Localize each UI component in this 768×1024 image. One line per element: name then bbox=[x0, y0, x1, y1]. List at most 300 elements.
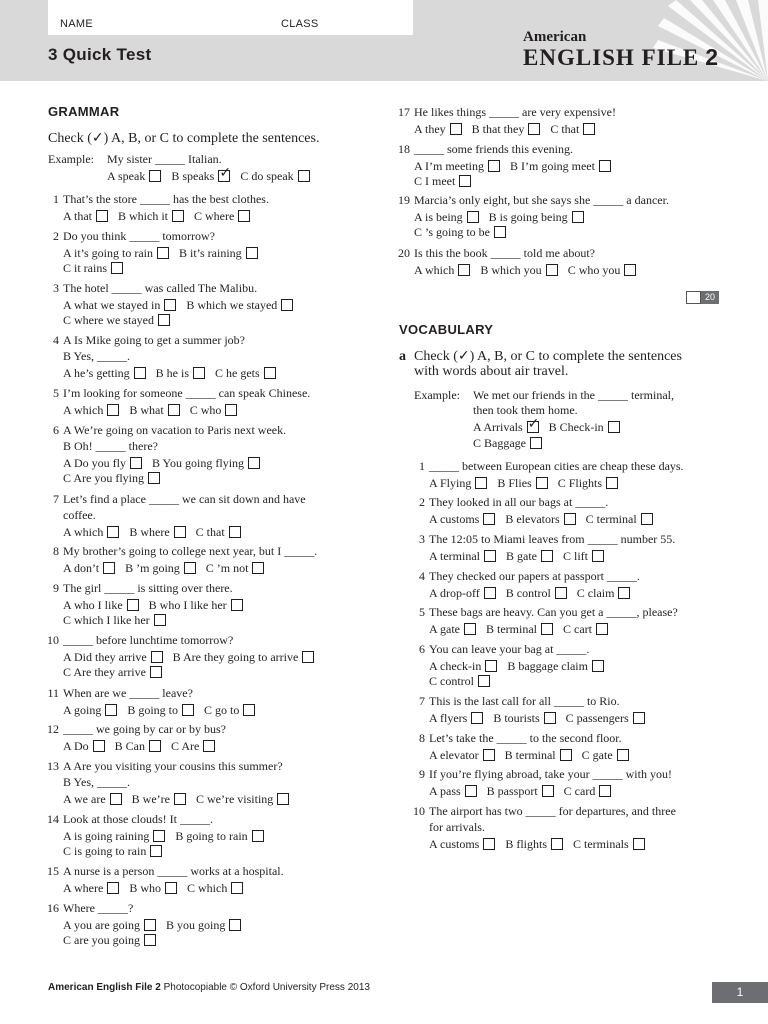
option-text: A he’s getting bbox=[63, 366, 130, 380]
option-text: A customs bbox=[429, 512, 480, 526]
vocab-example-options-2 bbox=[473, 435, 552, 451]
answer-option bbox=[549, 419, 620, 435]
option-text: B gate bbox=[506, 549, 537, 563]
answer-checkbox[interactable] bbox=[264, 367, 276, 379]
answer-checkbox[interactable] bbox=[560, 749, 572, 761]
question-number: 2 bbox=[53, 229, 59, 243]
question-number: 17 bbox=[398, 105, 410, 119]
option-text: A they bbox=[414, 122, 446, 136]
answer-checkbox[interactable] bbox=[105, 704, 117, 716]
options-row bbox=[63, 738, 225, 754]
example-text: My sister _____ Italian. bbox=[107, 152, 222, 166]
question-number: 5 bbox=[53, 386, 59, 400]
option-text: A pass bbox=[429, 784, 461, 798]
options-row bbox=[63, 208, 260, 224]
option-text: A which bbox=[414, 263, 455, 277]
question-text: Let’s find a place _____ we can sit down and have bbox=[63, 492, 306, 506]
answer-option bbox=[149, 597, 243, 613]
answer-checkbox[interactable] bbox=[606, 477, 618, 489]
question-text: Let’s take the _____ to the second floor. bbox=[429, 731, 622, 745]
options-row bbox=[63, 880, 253, 896]
answer-checkbox[interactable] bbox=[184, 562, 196, 574]
answer-checkbox[interactable] bbox=[229, 526, 241, 538]
answer-option bbox=[414, 121, 462, 137]
answer-checkbox[interactable] bbox=[483, 513, 495, 525]
option-text: C is going to rain bbox=[63, 844, 147, 858]
options-row bbox=[63, 524, 251, 540]
question-text: If you’re flying abroad, take your _____ with you! bbox=[429, 767, 672, 781]
question-number: 15 bbox=[47, 864, 59, 878]
answer-checkbox[interactable] bbox=[144, 934, 156, 946]
option-text: B he is bbox=[155, 366, 190, 380]
answer-checkbox[interactable] bbox=[488, 160, 500, 172]
option-text: B going to rain bbox=[175, 829, 248, 843]
answer-checkbox[interactable] bbox=[608, 421, 620, 433]
answer-checkbox[interactable] bbox=[149, 170, 161, 182]
answer-checkbox[interactable] bbox=[624, 264, 636, 276]
answer-option bbox=[486, 621, 553, 637]
options-row bbox=[63, 470, 170, 486]
answer-checkbox[interactable] bbox=[158, 314, 170, 326]
answer-checkbox[interactable] bbox=[599, 785, 611, 797]
options-row bbox=[429, 511, 663, 527]
answer-option bbox=[558, 475, 618, 491]
answer-checkbox[interactable] bbox=[153, 830, 165, 842]
answer-checkbox[interactable] bbox=[281, 299, 293, 311]
answer-checkbox[interactable] bbox=[633, 712, 645, 724]
option-text: B speaks bbox=[171, 169, 215, 183]
answer-option bbox=[473, 419, 539, 435]
answer-option bbox=[429, 747, 495, 763]
answer-checkbox[interactable] bbox=[641, 513, 653, 525]
answer-option bbox=[129, 402, 179, 418]
answer-checkbox[interactable] bbox=[485, 660, 497, 672]
answer-checkbox[interactable] bbox=[193, 367, 205, 379]
option-text: C terminals bbox=[573, 837, 629, 851]
answer-checkbox[interactable] bbox=[127, 599, 139, 611]
answer-checkbox[interactable] bbox=[599, 160, 611, 172]
question-number: 6 bbox=[53, 423, 59, 437]
answer-option bbox=[63, 245, 169, 261]
answer-option bbox=[215, 365, 276, 381]
answer-checkbox[interactable] bbox=[464, 623, 476, 635]
option-text: A don’t bbox=[63, 561, 100, 575]
grammar-title: GRAMMAR bbox=[48, 104, 120, 119]
answer-checkbox[interactable] bbox=[111, 262, 123, 274]
answer-checkbox[interactable] bbox=[110, 793, 122, 805]
options-row bbox=[63, 260, 133, 276]
answer-checkbox[interactable] bbox=[134, 367, 146, 379]
answer-option bbox=[173, 649, 315, 665]
options-row bbox=[414, 224, 516, 240]
answer-checkbox[interactable] bbox=[564, 513, 576, 525]
question-text: Do you think _____ tomorrow? bbox=[63, 229, 215, 243]
answer-checkbox[interactable] bbox=[130, 457, 142, 469]
vocab-example-options bbox=[473, 419, 630, 435]
question-text: Where _____? bbox=[63, 901, 134, 915]
answer-checkbox[interactable] bbox=[225, 404, 237, 416]
options-row bbox=[429, 585, 640, 601]
answer-option bbox=[429, 658, 497, 674]
answer-checkbox[interactable] bbox=[633, 838, 645, 850]
answer-option bbox=[196, 791, 289, 807]
question-text: B Oh! _____ there? bbox=[63, 439, 158, 453]
answer-checkbox[interactable] bbox=[484, 587, 496, 599]
options-row bbox=[429, 621, 618, 637]
answer-checkbox[interactable] bbox=[555, 587, 567, 599]
answer-option bbox=[63, 455, 142, 471]
option-text: A customs bbox=[429, 837, 480, 851]
answer-checkbox[interactable] bbox=[592, 660, 604, 672]
option-text: B baggage claim bbox=[507, 659, 588, 673]
question-text: for arrivals. bbox=[429, 820, 485, 834]
name-class-box bbox=[48, 0, 413, 35]
answer-option bbox=[194, 208, 250, 224]
answer-option bbox=[577, 585, 631, 601]
options-row bbox=[63, 843, 172, 859]
answer-checkbox[interactable] bbox=[151, 651, 163, 663]
answer-option bbox=[171, 168, 230, 184]
answer-checkbox[interactable] bbox=[592, 550, 604, 562]
answer-checkbox[interactable] bbox=[478, 675, 490, 687]
answer-checkbox[interactable] bbox=[229, 919, 241, 931]
answer-option bbox=[240, 168, 309, 184]
question-text: That’s the store _____ has the best clothes. bbox=[63, 192, 269, 206]
option-text: B we’re bbox=[131, 792, 170, 806]
answer-checkbox[interactable] bbox=[618, 587, 630, 599]
option-text: A flyers bbox=[429, 711, 468, 725]
answer-checkbox[interactable] bbox=[583, 123, 595, 135]
answer-checkbox[interactable] bbox=[542, 785, 554, 797]
option-text: C passengers bbox=[565, 711, 629, 725]
question-number: 7 bbox=[419, 694, 425, 708]
question-number: 16 bbox=[47, 901, 59, 915]
vocab-example bbox=[414, 387, 744, 451]
answer-checkbox[interactable] bbox=[238, 210, 250, 222]
options-row bbox=[429, 783, 621, 799]
answer-checkbox[interactable] bbox=[536, 477, 548, 489]
answer-option bbox=[473, 435, 542, 451]
option-text: C he gets bbox=[215, 366, 260, 380]
answer-option bbox=[63, 612, 166, 628]
question-text: _____ before lunchtime tomorrow? bbox=[63, 633, 234, 647]
option-text: A which bbox=[63, 403, 104, 417]
options-row bbox=[429, 836, 655, 852]
question-number: 19 bbox=[398, 193, 410, 207]
answer-checkbox[interactable] bbox=[168, 404, 180, 416]
answer-checkbox[interactable] bbox=[459, 175, 471, 187]
option-text: B it’s raining bbox=[179, 246, 242, 260]
option-text: A we are bbox=[63, 792, 106, 806]
option-text: C go to bbox=[204, 703, 240, 717]
answer-checkbox[interactable] bbox=[484, 550, 496, 562]
answer-checkbox[interactable] bbox=[107, 404, 119, 416]
option-text: C terminal bbox=[585, 512, 637, 526]
option-text: C gate bbox=[581, 748, 613, 762]
answer-checkbox[interactable] bbox=[248, 457, 260, 469]
question-text: He likes things _____ are very expensive! bbox=[414, 105, 616, 119]
test-title: 3 Quick Test bbox=[48, 45, 152, 64]
answer-checkbox[interactable] bbox=[148, 472, 160, 484]
option-text: B Check-in bbox=[548, 420, 604, 434]
answer-checkbox[interactable] bbox=[164, 299, 176, 311]
answer-checkbox[interactable] bbox=[154, 614, 166, 626]
option-text: B control bbox=[505, 586, 551, 600]
option-text: B who bbox=[129, 881, 161, 895]
option-text: C who you bbox=[567, 263, 621, 277]
option-text: C where we stayed bbox=[63, 313, 154, 327]
answer-option bbox=[568, 262, 637, 278]
option-text: A speak bbox=[107, 169, 146, 183]
answer-checkbox[interactable] bbox=[231, 599, 243, 611]
brand-line1: American bbox=[523, 29, 587, 45]
question-number: 4 bbox=[419, 569, 425, 583]
question-number: 3 bbox=[53, 281, 59, 295]
option-text: A gate bbox=[429, 622, 460, 636]
question-number: 6 bbox=[419, 642, 425, 656]
answer-option bbox=[63, 664, 162, 680]
option-text: A drop-off bbox=[429, 586, 480, 600]
answer-checkbox[interactable] bbox=[527, 421, 539, 433]
answer-checkbox[interactable] bbox=[182, 704, 194, 716]
answer-option bbox=[166, 917, 241, 933]
vocabulary-title: VOCABULARY bbox=[399, 322, 494, 337]
option-text: A Flying bbox=[429, 476, 472, 490]
answer-option bbox=[63, 843, 162, 859]
answer-option bbox=[179, 245, 258, 261]
option-text: C Are you flying bbox=[63, 471, 144, 485]
answer-option bbox=[129, 880, 177, 896]
answer-checkbox[interactable] bbox=[243, 704, 255, 716]
part-label: a bbox=[399, 349, 406, 364]
grammar-score-box bbox=[686, 291, 718, 304]
question-text: Look at those clouds! It _____. bbox=[63, 812, 213, 826]
answer-checkbox[interactable] bbox=[144, 919, 156, 931]
answer-option bbox=[129, 524, 185, 540]
option-text: B what bbox=[129, 403, 164, 417]
answer-checkbox[interactable] bbox=[528, 123, 540, 135]
option-text: C who bbox=[189, 403, 222, 417]
answer-option bbox=[118, 208, 184, 224]
option-text: B You going flying bbox=[152, 456, 245, 470]
option-text: C lift bbox=[563, 549, 589, 563]
answer-option bbox=[563, 548, 604, 564]
option-text: C cart bbox=[563, 622, 592, 636]
answer-checkbox[interactable] bbox=[475, 477, 487, 489]
answer-option bbox=[550, 121, 595, 137]
answer-checkbox[interactable] bbox=[450, 123, 462, 135]
answer-option bbox=[204, 702, 255, 718]
question-number: 18 bbox=[398, 142, 410, 156]
option-text: B passport bbox=[486, 784, 538, 798]
answer-option bbox=[107, 168, 161, 184]
option-text: C control bbox=[429, 674, 474, 688]
answer-checkbox[interactable] bbox=[150, 666, 162, 678]
answer-checkbox[interactable] bbox=[551, 838, 563, 850]
options-row bbox=[63, 649, 324, 665]
answer-checkbox[interactable] bbox=[172, 210, 184, 222]
answer-option bbox=[63, 297, 176, 313]
options-row bbox=[63, 365, 286, 381]
options-row bbox=[63, 312, 180, 328]
question-text: You can leave your bag at _____. bbox=[429, 642, 590, 656]
answer-checkbox[interactable] bbox=[541, 550, 553, 562]
options-row bbox=[63, 664, 172, 680]
question-number: 5 bbox=[419, 605, 425, 619]
vocab-example-label: Example: bbox=[414, 388, 460, 402]
answer-option bbox=[132, 791, 186, 807]
answer-checkbox[interactable] bbox=[252, 562, 264, 574]
options-row bbox=[63, 828, 274, 844]
answer-checkbox[interactable] bbox=[96, 210, 108, 222]
options-row bbox=[63, 402, 247, 418]
question-text: _____ some friends this evening. bbox=[414, 142, 573, 156]
answer-option bbox=[429, 673, 490, 689]
options-row bbox=[429, 710, 655, 726]
answer-option bbox=[487, 783, 554, 799]
answer-checkbox[interactable] bbox=[149, 740, 161, 752]
option-text: A that bbox=[63, 209, 92, 223]
answer-checkbox[interactable] bbox=[494, 226, 506, 238]
question-text: A nurse is a person _____ works at a hospital. bbox=[63, 864, 284, 878]
answer-checkbox[interactable] bbox=[246, 247, 258, 259]
question-text: They looked in all our bags at _____. bbox=[429, 495, 609, 509]
option-text: B Can bbox=[114, 739, 146, 753]
answer-option bbox=[414, 209, 479, 225]
options-row bbox=[63, 702, 265, 718]
answer-option bbox=[510, 158, 611, 174]
option-text: C ’m not bbox=[205, 561, 249, 575]
options-row bbox=[414, 262, 646, 278]
answer-checkbox[interactable] bbox=[530, 437, 542, 449]
answer-option bbox=[190, 402, 238, 418]
question-text: My brother’s going to college next year, but I _____. bbox=[63, 544, 318, 558]
answer-checkbox[interactable] bbox=[572, 211, 584, 223]
answer-option bbox=[429, 783, 477, 799]
answer-checkbox[interactable] bbox=[103, 562, 115, 574]
option-text: C Are bbox=[171, 739, 200, 753]
question-text: _____ we going by car or by bus? bbox=[63, 722, 226, 736]
answer-option bbox=[414, 262, 470, 278]
option-text: B Flies bbox=[497, 476, 532, 490]
answer-checkbox[interactable] bbox=[93, 740, 105, 752]
answer-checkbox[interactable] bbox=[546, 264, 558, 276]
option-text: B ’m going bbox=[125, 561, 180, 575]
option-text: C we’re visiting bbox=[195, 792, 274, 806]
answer-checkbox[interactable] bbox=[483, 838, 495, 850]
answer-option bbox=[63, 597, 139, 613]
answer-option bbox=[505, 511, 575, 527]
answer-checkbox[interactable] bbox=[471, 712, 483, 724]
answer-checkbox[interactable] bbox=[302, 651, 314, 663]
answer-checkbox[interactable] bbox=[483, 749, 495, 761]
question-text: These bags are heavy. Can you get a _____, please? bbox=[429, 605, 678, 619]
answer-checkbox[interactable] bbox=[157, 247, 169, 259]
answer-checkbox[interactable] bbox=[298, 170, 310, 182]
answer-option bbox=[152, 455, 260, 471]
option-text: A where bbox=[63, 881, 104, 895]
answer-option bbox=[506, 548, 553, 564]
question-text: Marcia’s only eight, but she says she _____ a dancer. bbox=[414, 193, 669, 207]
example-options bbox=[107, 168, 320, 184]
question-text: A Are you visiting your cousins this summer? bbox=[63, 759, 283, 773]
vocab-example-line1: We met our friends in the _____ terminal, bbox=[473, 388, 674, 402]
option-text: C do speak bbox=[240, 169, 294, 183]
answer-option bbox=[497, 475, 547, 491]
option-text: C are you going bbox=[63, 933, 140, 947]
answer-checkbox[interactable] bbox=[277, 793, 289, 805]
question-text: coffee. bbox=[63, 508, 96, 522]
answer-checkbox[interactable] bbox=[174, 793, 186, 805]
question-text: They checked our papers at passport _____. bbox=[429, 569, 640, 583]
answer-option bbox=[63, 880, 119, 896]
options-row bbox=[414, 121, 605, 137]
option-text: A elevator bbox=[429, 748, 479, 762]
answer-checkbox[interactable] bbox=[467, 211, 479, 223]
option-text: A Did they arrive bbox=[63, 650, 147, 664]
answer-option bbox=[63, 932, 156, 948]
answer-checkbox[interactable] bbox=[596, 623, 608, 635]
option-text: A going bbox=[63, 703, 102, 717]
answer-option bbox=[582, 747, 629, 763]
answer-checkbox[interactable] bbox=[150, 845, 162, 857]
answer-option bbox=[505, 836, 563, 852]
question-text: The hotel _____ was called The Malibu. bbox=[63, 281, 258, 295]
question-text: I’m looking for someone _____ can speak Chinese. bbox=[63, 386, 311, 400]
answer-option bbox=[186, 297, 293, 313]
answer-checkbox[interactable] bbox=[231, 882, 243, 894]
answer-option bbox=[63, 702, 117, 718]
answer-option bbox=[472, 121, 541, 137]
answer-checkbox[interactable] bbox=[218, 170, 230, 182]
answer-checkbox[interactable] bbox=[252, 830, 264, 842]
option-text: B is going being bbox=[488, 210, 568, 224]
option-text: C ’s going to be bbox=[414, 225, 491, 239]
answer-option bbox=[564, 783, 612, 799]
score-input-box[interactable] bbox=[686, 291, 701, 304]
answer-checkbox[interactable] bbox=[458, 264, 470, 276]
answer-option bbox=[505, 747, 572, 763]
brand-number: 2 bbox=[705, 44, 720, 70]
answer-option bbox=[414, 158, 500, 174]
question-number: 10 bbox=[47, 633, 59, 647]
answer-option bbox=[429, 621, 476, 637]
page-number: 1 bbox=[712, 982, 768, 1003]
option-text: C which bbox=[187, 881, 228, 895]
option-text: A you are going bbox=[63, 918, 140, 932]
score-total: 20 bbox=[701, 291, 719, 304]
answer-checkbox[interactable] bbox=[544, 712, 556, 724]
answer-checkbox[interactable] bbox=[174, 526, 186, 538]
answer-checkbox[interactable] bbox=[617, 749, 629, 761]
answer-checkbox[interactable] bbox=[541, 623, 553, 635]
answer-option bbox=[63, 649, 163, 665]
vocab-instruction-line2: with words about air travel. bbox=[414, 364, 569, 379]
grammar-instruction: Check (✓) A, B, or C to complete the sentences. bbox=[48, 131, 320, 146]
answer-checkbox[interactable] bbox=[465, 785, 477, 797]
answer-option bbox=[175, 828, 263, 844]
question-number: 3 bbox=[419, 532, 425, 546]
answer-checkbox[interactable] bbox=[165, 882, 177, 894]
answer-option bbox=[573, 836, 645, 852]
option-text: B which we stayed bbox=[186, 298, 278, 312]
grammar-example bbox=[48, 151, 388, 185]
footer-copyright: Photocopiable © Oxford University Press 2013 bbox=[160, 982, 370, 993]
option-text: C claim bbox=[576, 586, 615, 600]
answer-checkbox[interactable] bbox=[107, 526, 119, 538]
answer-checkbox[interactable] bbox=[107, 882, 119, 894]
answer-checkbox[interactable] bbox=[203, 740, 215, 752]
